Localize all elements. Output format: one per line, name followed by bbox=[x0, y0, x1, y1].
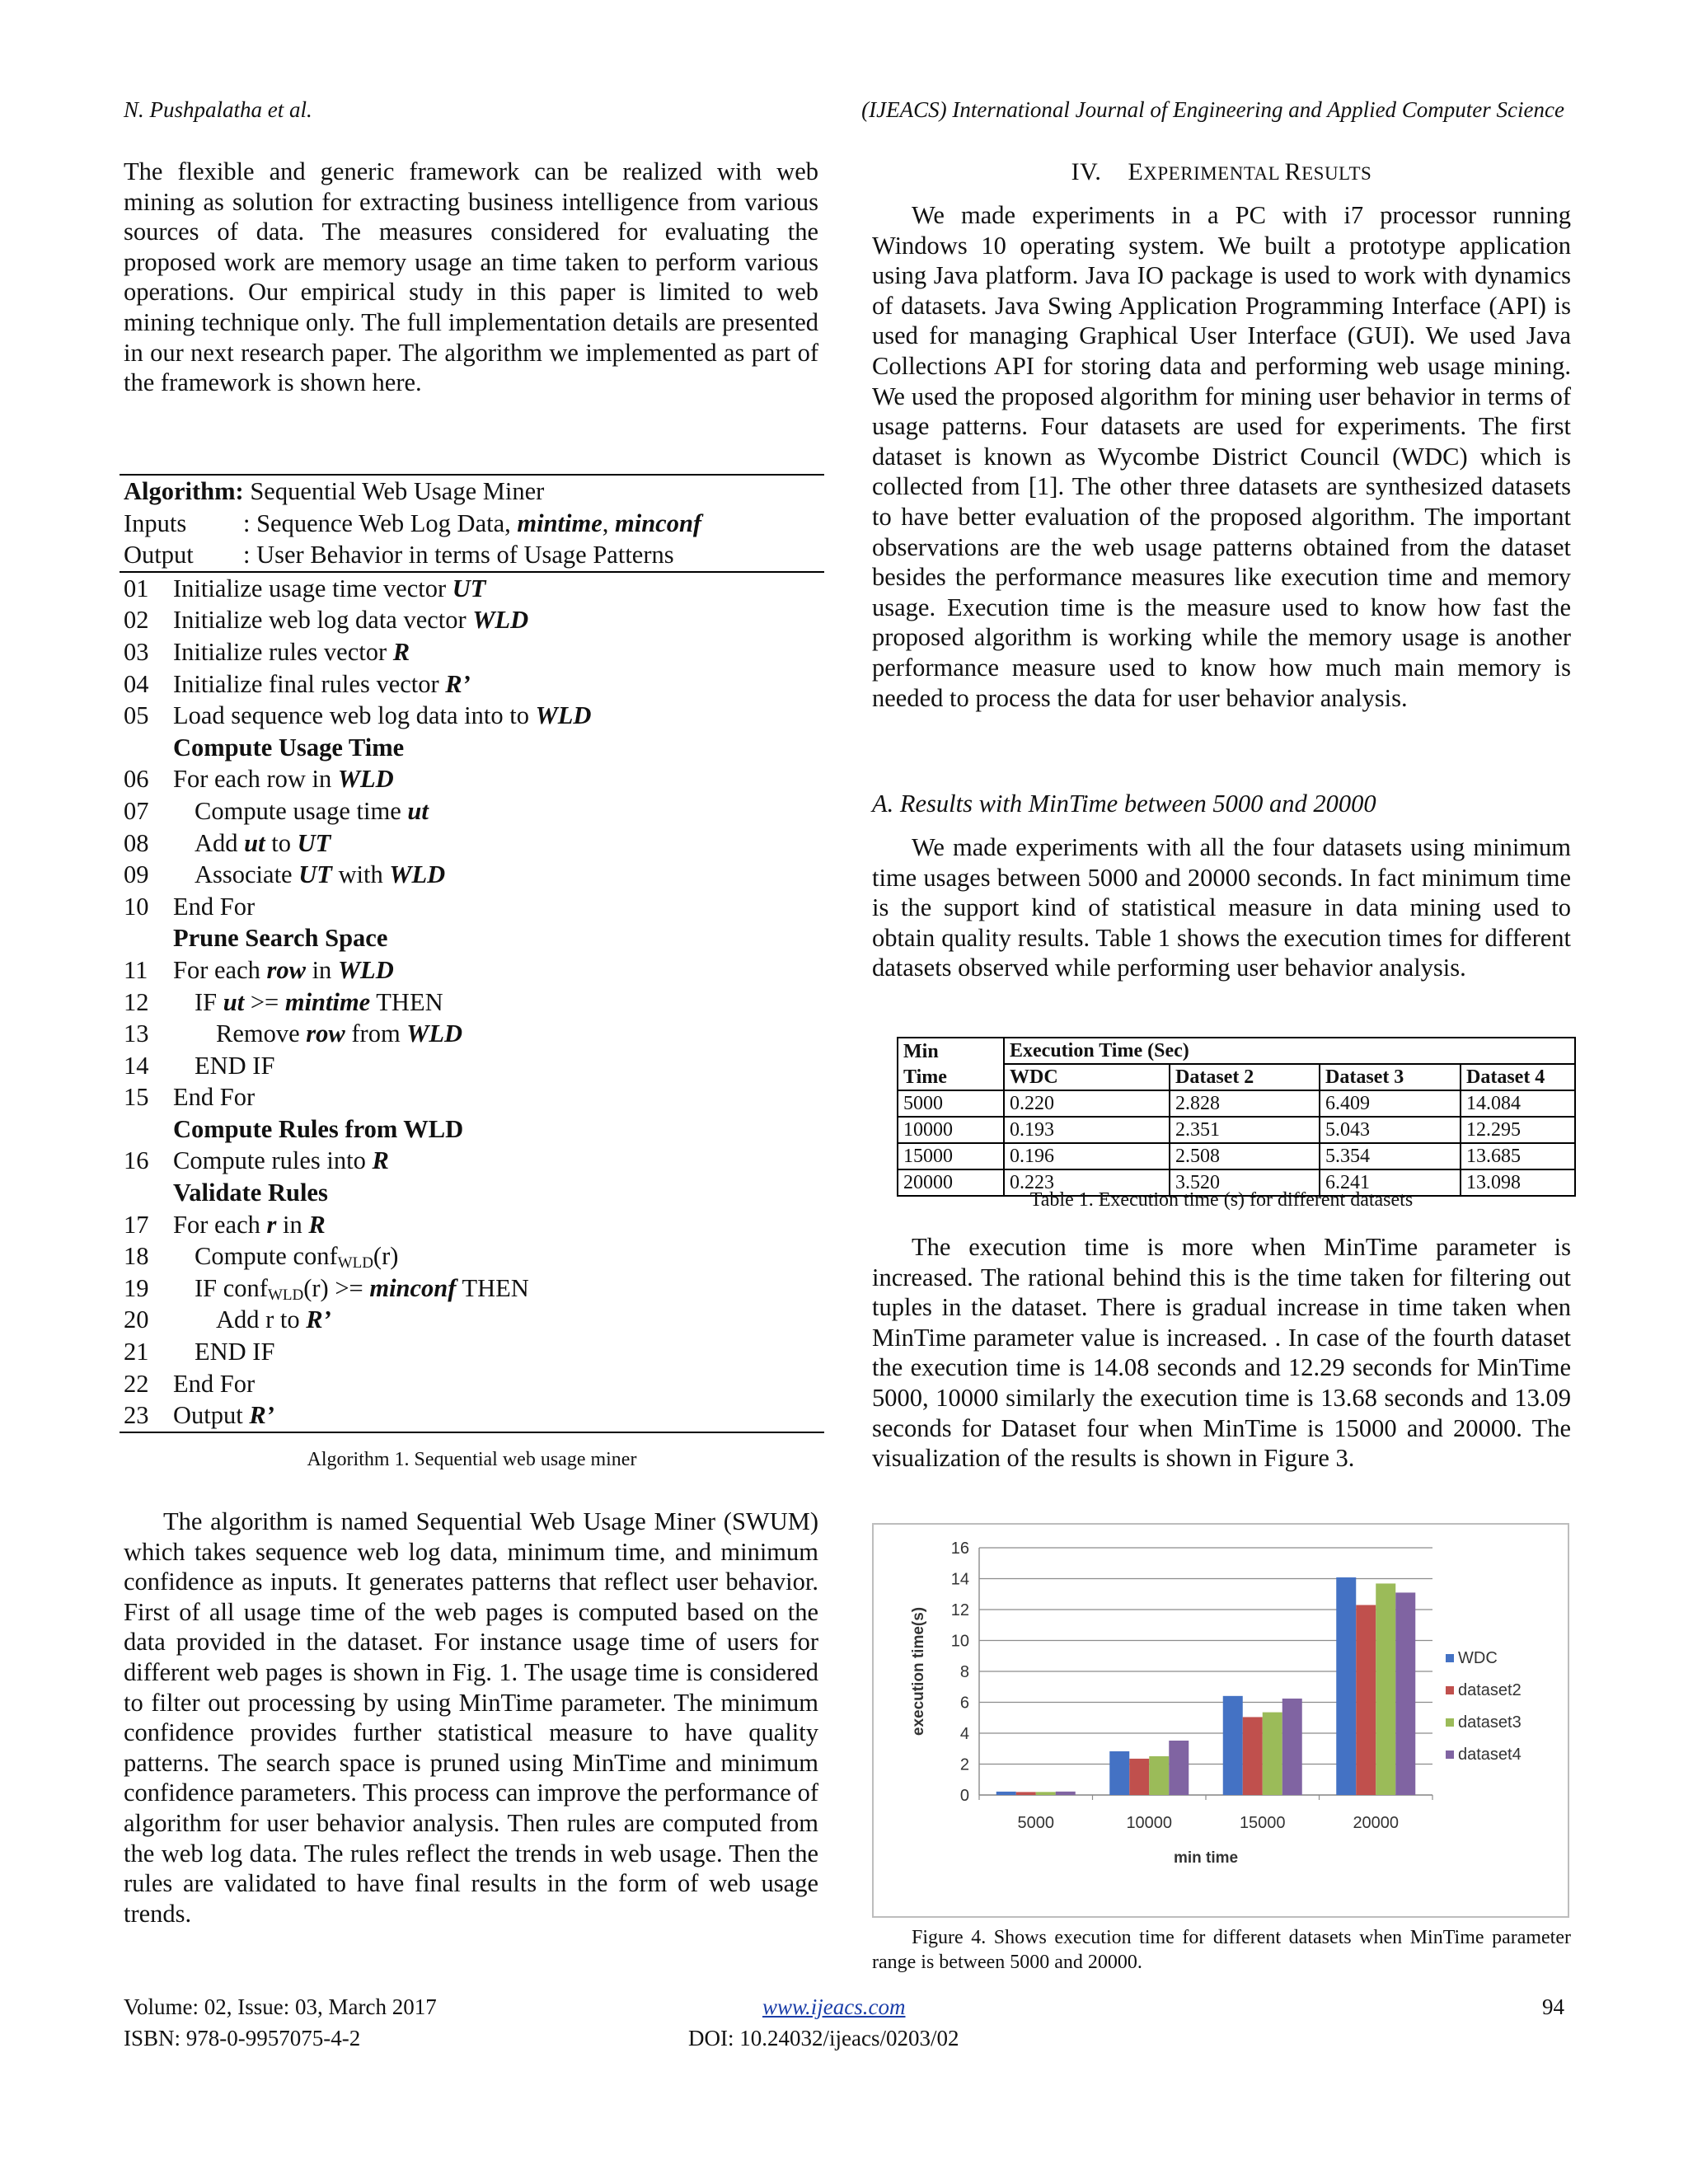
y-tick-label: 14 bbox=[950, 1570, 969, 1589]
line-fragment-bi: UT bbox=[452, 574, 486, 602]
line-fragment-bi: row bbox=[306, 1019, 345, 1048]
experiments-paragraph: We made experiments in a PC with i7 processor running Windows 10 operating system. We built a prototype application using Java platform. Java IO package is used to work with dynamics of datasets. Java Swing Application Programming Interface (API) is used for managing Graphical User Interface (GUI). We used Java Collections API for storing data and performing web usage mining. We used the proposed algorithm for mining user behavior in terms of usage patterns. Four datasets are used for experiments. The first dataset is known as Wycombe District Council (WDC) which is collected from [1]. The other three datasets are synthesized datasets to have better evaluation of the proposed algorithm. The important observations are the web usage patterns obtained from the dataset besides the performance measures like execution time and memory usage. Execution time is the measure used to know how fast the proposed algorithm is working while the memory usage is another performance measure used to know how much main memory is needed to process the data for user behavior analysis. bbox=[872, 201, 1571, 712]
line-text bbox=[173, 859, 824, 891]
line-text bbox=[173, 1272, 824, 1305]
legend-label-dataset4: dataset4 bbox=[1458, 1746, 1522, 1764]
line-number: 16 bbox=[124, 1146, 149, 1175]
algorithm-line bbox=[120, 987, 824, 1019]
table-header-row bbox=[898, 1064, 1575, 1090]
bar-dataset4-10000 bbox=[1169, 1741, 1189, 1795]
bar-dataset4-15000 bbox=[1282, 1699, 1302, 1795]
table-cell: 0.223 bbox=[1004, 1169, 1170, 1196]
footer-isbn: ISBN: 978-0-9957075-4-2 bbox=[124, 2026, 361, 2050]
legend-swatch-dataset3 bbox=[1446, 1718, 1454, 1727]
line-number: 20 bbox=[124, 1305, 149, 1334]
algorithm-line bbox=[120, 954, 824, 987]
line-text bbox=[173, 1336, 824, 1368]
line-fragment-pre: Add bbox=[195, 828, 245, 857]
algorithm-line bbox=[120, 1336, 824, 1368]
bar-wdc-20000 bbox=[1336, 1577, 1356, 1795]
footer-volume: Volume: 02, Issue: 03, March 2017 bbox=[124, 1994, 437, 2019]
algorithm-caption: Algorithm 1. Sequential web usage miner bbox=[307, 1449, 637, 1470]
algorithm-line bbox=[120, 636, 824, 668]
bar-wdc-10000 bbox=[1109, 1751, 1129, 1795]
table-header-time: Time bbox=[898, 1064, 1004, 1090]
algorithm-line bbox=[120, 827, 824, 860]
line-text bbox=[173, 636, 824, 668]
table-cell: 2.351 bbox=[1170, 1117, 1320, 1143]
algorithm-heading-text: Prune Search Space bbox=[173, 924, 388, 953]
algorithm-output bbox=[120, 539, 824, 571]
table-caption: Table 1. Execution time (s) for different datasets bbox=[1029, 1189, 1414, 1211]
table-cell: 2.828 bbox=[1170, 1090, 1320, 1117]
algorithm-line bbox=[120, 1368, 824, 1400]
line-number: 12 bbox=[124, 987, 149, 1016]
algorithm-line bbox=[120, 1081, 824, 1113]
line-fragment-bi: WLD bbox=[337, 765, 394, 794]
line-fragment-post2: THEN bbox=[456, 1273, 529, 1302]
table-column-header: Dataset 2 bbox=[1170, 1064, 1320, 1090]
table-row bbox=[898, 1090, 1575, 1117]
table-cell: 14.084 bbox=[1461, 1090, 1575, 1117]
line-text bbox=[173, 1304, 824, 1336]
table-cell: 6.409 bbox=[1320, 1090, 1461, 1117]
line-text bbox=[173, 1240, 824, 1272]
bar-dataset2-20000 bbox=[1356, 1605, 1376, 1795]
line-number: 04 bbox=[124, 669, 149, 698]
line-fragment-pre: Remove bbox=[216, 1019, 307, 1048]
intro-paragraph: The flexible and generic framework can be realized with web mining as solution for extracting business intelligence from various sources of data. The measures considered for evaluating the proposed work are memory usage an time taken to perform various operations. Our empirical study in this paper is limited to web mining technique only. The full implementation details are presented in our next research paper. The algorithm we implemented as part of the framework is shown here. bbox=[124, 157, 818, 397]
y-tick-label: 6 bbox=[959, 1694, 969, 1713]
line-number: 07 bbox=[124, 796, 149, 825]
line-number: 03 bbox=[124, 637, 149, 666]
table-cell: 0.196 bbox=[1004, 1143, 1170, 1169]
table-header-group: Execution Time (Sec) bbox=[1004, 1038, 1575, 1064]
bar-dataset2-10000 bbox=[1129, 1759, 1149, 1795]
algorithm-heading-text: Compute Rules from WLD bbox=[173, 1114, 464, 1143]
line-text bbox=[173, 1368, 824, 1400]
footer-website-link[interactable]: www.ijeacs.com bbox=[762, 1994, 906, 2019]
line-fragment-bi2: WLD bbox=[337, 955, 394, 984]
table-cell-min: 10000 bbox=[898, 1117, 1004, 1143]
mintime-paragraph: We made experiments with all the four datasets using minimum time usages between 5000 and 20000 seconds. In fact minimum time is the support kind of statistical measure in data mining used to obtain quality results. Table 1 shows the execution times for different datasets observed while performing user behavior analysis. bbox=[872, 833, 1571, 982]
line-text bbox=[173, 1209, 824, 1241]
line-number-blank bbox=[124, 1177, 173, 1209]
line-fragment-pre: Initialize web log data vector bbox=[173, 606, 473, 635]
algorithm-heading bbox=[120, 1113, 824, 1146]
section-title-e: E bbox=[1128, 158, 1144, 185]
table-row bbox=[898, 1117, 1575, 1143]
algorithm-inputs bbox=[120, 508, 824, 540]
algorithm-heading bbox=[120, 922, 824, 954]
bar-dataset2-15000 bbox=[1243, 1717, 1263, 1795]
line-fragment-bi2: WLD bbox=[406, 1019, 463, 1048]
bar-wdc-5000 bbox=[996, 1792, 1016, 1795]
table-cell: 0.193 bbox=[1004, 1117, 1170, 1143]
line-text bbox=[173, 987, 824, 1019]
inputs-label: Inputs bbox=[124, 509, 187, 537]
algorithm-title-value: Sequential Web Usage Miner bbox=[250, 477, 545, 505]
table-cell: 12.295 bbox=[1461, 1117, 1575, 1143]
line-fragment-bi: r bbox=[266, 1210, 277, 1239]
line-text bbox=[173, 700, 824, 732]
bar-dataset2-5000 bbox=[1016, 1792, 1036, 1795]
line-fragment-pre: Initialize rules vector bbox=[173, 637, 393, 666]
line-fragment-sub: WLD bbox=[267, 1286, 304, 1304]
line-fragment-mid: in bbox=[305, 955, 338, 984]
line-number-blank bbox=[124, 922, 173, 954]
line-fragment-pre: For each bbox=[173, 1210, 267, 1239]
table-column-header: WDC bbox=[1004, 1064, 1170, 1090]
line-text bbox=[173, 891, 824, 923]
y-tick-label: 10 bbox=[950, 1632, 969, 1651]
section-title-esults: ESULTS bbox=[1301, 163, 1372, 184]
section-title-r: R bbox=[1284, 158, 1302, 185]
line-text bbox=[173, 668, 824, 701]
line-text bbox=[173, 1081, 824, 1113]
table-row bbox=[898, 1143, 1575, 1169]
table-column-header: Dataset 3 bbox=[1320, 1064, 1461, 1090]
legend-label-dataset2: dataset2 bbox=[1458, 1681, 1522, 1699]
line-fragment-bi2: minconf bbox=[369, 1273, 457, 1302]
table-cell: 6.241 bbox=[1320, 1169, 1461, 1196]
line-number: 17 bbox=[124, 1210, 149, 1239]
figure-caption: Figure 4. Shows execution time for different datasets when MinTime parameter range is between 5000 and 20000. bbox=[872, 1927, 1571, 1973]
y-axis-title: execution time(s) bbox=[910, 1606, 927, 1736]
line-fragment-bi: WLD bbox=[535, 701, 592, 730]
line-fragment-bi2: UT bbox=[297, 828, 331, 857]
bar-dataset3-15000 bbox=[1263, 1713, 1282, 1795]
line-fragment-pre: Load sequence web log data into to bbox=[173, 701, 536, 730]
line-fragment-mid: in bbox=[276, 1210, 309, 1239]
line-fragment-bi2: WLD bbox=[389, 860, 446, 889]
line-fragment-pre: Initialize usage time vector bbox=[173, 574, 452, 602]
line-fragment-bi: row bbox=[266, 955, 306, 984]
line-number: 11 bbox=[124, 955, 148, 984]
algorithm-line bbox=[120, 573, 824, 605]
line-fragment-mid: from bbox=[345, 1019, 407, 1048]
page-number: 94 bbox=[1542, 1994, 1564, 2019]
legend-label-wdc: WDC bbox=[1458, 1649, 1498, 1667]
line-fragment-pre: End For bbox=[173, 892, 256, 921]
x-axis-title: min time bbox=[1173, 1849, 1239, 1867]
chart-svg bbox=[874, 1525, 1568, 1916]
line-number: 13 bbox=[124, 1019, 149, 1048]
table-column-header: Dataset 4 bbox=[1461, 1064, 1575, 1090]
algorithm-title bbox=[120, 476, 824, 508]
line-number: 15 bbox=[124, 1083, 149, 1112]
line-number: 09 bbox=[124, 860, 149, 889]
inputs-sep: , bbox=[602, 509, 615, 537]
line-fragment-pre: Initialize final rules vector bbox=[173, 669, 446, 698]
line-fragment-pre: For each row in bbox=[173, 765, 338, 794]
table-header-row bbox=[898, 1038, 1575, 1064]
line-text bbox=[173, 1145, 824, 1177]
line-fragment-post: (r) >= bbox=[303, 1273, 370, 1302]
algorithm-heading-text: Compute Usage Time bbox=[173, 733, 405, 762]
line-number: 10 bbox=[124, 892, 149, 921]
line-text bbox=[173, 1018, 824, 1050]
section-title-xperimental: XPERIMENTAL bbox=[1143, 163, 1285, 184]
inputs-text: : Sequence Web Log Data, bbox=[243, 509, 518, 537]
line-text bbox=[173, 954, 824, 987]
line-fragment-pre: Add r to bbox=[216, 1305, 307, 1334]
table-cell: 0.220 bbox=[1004, 1090, 1170, 1117]
table-cell: 5.043 bbox=[1320, 1117, 1461, 1143]
algorithm-line bbox=[120, 891, 824, 923]
line-fragment-mid: with bbox=[331, 860, 390, 889]
line-text bbox=[173, 1050, 824, 1082]
line-fragment-pre: End For bbox=[173, 1369, 256, 1398]
running-header-journal: (IJEACS) International Journal of Engineering and Applied Computer Science bbox=[861, 97, 1564, 122]
inputs-param-minconf: minconf bbox=[615, 509, 702, 537]
bar-wdc-15000 bbox=[1223, 1696, 1243, 1795]
algorithm-line bbox=[120, 1209, 824, 1241]
line-number: 05 bbox=[124, 701, 149, 730]
y-tick-label: 4 bbox=[959, 1725, 969, 1743]
algorithm-line bbox=[120, 1399, 824, 1432]
analysis-paragraph: The execution time is more when MinTime parameter is increased. The rational behind this is the time taken for filtering out tuples in the dataset. There is gradual increase in time taken when MinTime parameter value is increased. . In case of the fourth dataset the execution time is 14.08 seconds and 12.29 seconds for MinTime 5000, 10000 similarly the execution time is 13.68 seconds and 13.09 seconds for Dataset four when MinTime is 15000 and 20000. The visualization of the results is shown in Figure 3. bbox=[872, 1233, 1571, 1473]
line-text bbox=[173, 573, 824, 605]
line-fragment-pre: Compute conf bbox=[195, 1242, 338, 1271]
line-fragment-bi: R’ bbox=[445, 669, 471, 698]
line-number: 19 bbox=[124, 1273, 149, 1302]
bar-dataset4-5000 bbox=[1056, 1792, 1076, 1795]
line-fragment-bi: WLD bbox=[472, 606, 529, 635]
legend-swatch-dataset4 bbox=[1446, 1750, 1454, 1759]
algorithm-heading bbox=[120, 732, 824, 764]
y-tick-label: 16 bbox=[950, 1540, 969, 1558]
line-fragment-pre: Output bbox=[173, 1401, 250, 1430]
line-fragment-mid: to bbox=[265, 828, 298, 857]
x-tick-label: 15000 bbox=[1239, 1814, 1286, 1832]
line-number-blank bbox=[124, 1113, 173, 1146]
x-tick-label: 5000 bbox=[1017, 1814, 1054, 1832]
y-tick-label: 8 bbox=[959, 1663, 969, 1681]
algorithm-line bbox=[120, 1050, 824, 1082]
y-tick-label: 0 bbox=[959, 1787, 969, 1805]
line-fragment-mid: >= bbox=[244, 987, 285, 1016]
legend-swatch-wdc bbox=[1446, 1654, 1454, 1662]
output-label: Output bbox=[124, 541, 194, 569]
line-number-blank bbox=[124, 732, 173, 764]
line-fragment-bi2: R bbox=[308, 1210, 326, 1239]
line-fragment-sub: WLD bbox=[337, 1254, 373, 1272]
section-title bbox=[872, 158, 1571, 186]
x-tick-label: 20000 bbox=[1353, 1814, 1400, 1832]
table-cell: 13.685 bbox=[1461, 1143, 1575, 1169]
legend-swatch-dataset2 bbox=[1446, 1686, 1454, 1694]
footer-doi: DOI: 10.24032/ijeacs/0203/02 bbox=[688, 2026, 959, 2050]
swum-paragraph: The algorithm is named Sequential Web Usage Miner (SWUM) which takes sequence web log data, minimum time, and minimum confidence as inputs. It generates patterns that reflect user behavior. First of all usage time of the web pages is computed based on the data provided in the dataset. For instance usage time of users for different web pages is shown in Fig. 1. The usage time is considered to filter out processing by using MinTime parameter. The minimum confidence provides further statistical measure to have quality patterns. The search space is pruned using MinTime and minimum confidence parameters. This process can improve the performance of algorithm for user behavior analysis. Then rules are computed from the web log data. The rules reflect the trends in web usage. Then the rules are validated to have final results in the form of web usage trends. bbox=[124, 1507, 818, 1928]
bar-dataset4-20000 bbox=[1395, 1592, 1415, 1795]
algorithm-line bbox=[120, 763, 824, 795]
algorithm-line bbox=[120, 668, 824, 701]
algorithm-line bbox=[120, 604, 824, 636]
line-number: 23 bbox=[124, 1401, 149, 1430]
line-fragment-bi: R’ bbox=[306, 1305, 331, 1334]
table-header-min: Min bbox=[898, 1038, 1004, 1064]
table-cell-min: 5000 bbox=[898, 1090, 1004, 1117]
line-fragment-bi2: mintime bbox=[284, 987, 371, 1016]
line-fragment-pre: End For bbox=[173, 1083, 256, 1112]
line-fragment-pre: Associate bbox=[195, 860, 299, 889]
line-fragment-bi: R bbox=[392, 637, 410, 666]
line-fragment-post: (r) bbox=[373, 1242, 399, 1271]
line-number: 02 bbox=[124, 606, 149, 635]
bar-dataset3-10000 bbox=[1149, 1756, 1169, 1795]
y-tick-label: 2 bbox=[959, 1755, 969, 1774]
line-number: 06 bbox=[124, 765, 149, 794]
line-fragment-bi: R bbox=[372, 1146, 389, 1175]
table-cell: 13.098 bbox=[1461, 1169, 1575, 1196]
algorithm-heading bbox=[120, 1177, 824, 1209]
algorithm-line bbox=[120, 1018, 824, 1050]
x-tick-label: 10000 bbox=[1126, 1814, 1173, 1832]
section-number: IV. bbox=[1071, 158, 1102, 185]
line-text bbox=[173, 763, 824, 795]
algorithm-box bbox=[120, 474, 824, 1433]
line-text bbox=[173, 604, 824, 636]
table-cell: 2.508 bbox=[1170, 1143, 1320, 1169]
line-fragment-bi: ut bbox=[223, 987, 245, 1016]
subsection-title: A. Results with MinTime between 5000 and 20000 bbox=[872, 790, 1376, 818]
algorithm-line bbox=[120, 859, 824, 891]
line-fragment-bi: ut bbox=[407, 796, 429, 825]
algorithm-heading-text: Validate Rules bbox=[173, 1179, 328, 1207]
bar-dataset3-20000 bbox=[1376, 1583, 1395, 1795]
line-fragment-pre: Compute usage time bbox=[195, 796, 408, 825]
line-fragment-pre: Compute rules into bbox=[173, 1146, 373, 1175]
execution-time-chart bbox=[872, 1523, 1569, 1918]
bar-dataset3-5000 bbox=[1036, 1792, 1056, 1795]
line-fragment-pre: END IF bbox=[195, 1338, 275, 1366]
line-fragment-pre: END IF bbox=[195, 1051, 275, 1080]
line-fragment-bi: R’ bbox=[249, 1401, 274, 1430]
line-fragment-post: THEN bbox=[370, 987, 443, 1016]
output-text: : User Behavior in terms of Usage Patterns bbox=[243, 541, 674, 569]
line-number: 08 bbox=[124, 828, 149, 857]
execution-time-table bbox=[897, 1037, 1576, 1197]
line-fragment-pre: For each bbox=[173, 955, 267, 984]
line-number: 01 bbox=[124, 574, 149, 602]
legend-label-dataset3: dataset3 bbox=[1458, 1713, 1522, 1732]
algorithm-line bbox=[120, 1304, 824, 1336]
table-cell: 3.520 bbox=[1170, 1169, 1320, 1196]
table-cell-min: 20000 bbox=[898, 1169, 1004, 1196]
table-cell-min: 15000 bbox=[898, 1143, 1004, 1169]
line-text bbox=[173, 1399, 824, 1432]
algorithm-line bbox=[120, 1145, 824, 1177]
algorithm-line bbox=[120, 1272, 824, 1305]
table-cell: 5.354 bbox=[1320, 1143, 1461, 1169]
y-tick-label: 12 bbox=[950, 1601, 969, 1619]
running-header-authors: N. Pushpalatha et al. bbox=[124, 97, 312, 122]
line-fragment-bi: ut bbox=[244, 828, 265, 857]
line-text bbox=[173, 795, 824, 827]
algorithm-lines bbox=[120, 573, 824, 1432]
line-fragment-bi: UT bbox=[298, 860, 332, 889]
line-text bbox=[173, 827, 824, 860]
line-number: 18 bbox=[124, 1242, 149, 1271]
line-fragment-pre: IF bbox=[195, 987, 223, 1016]
algorithm-line bbox=[120, 700, 824, 732]
line-fragment-pre: IF conf bbox=[195, 1273, 268, 1302]
algorithm-line bbox=[120, 1240, 824, 1272]
line-number: 22 bbox=[124, 1369, 149, 1398]
line-number: 21 bbox=[124, 1338, 149, 1366]
line-number: 14 bbox=[124, 1051, 149, 1080]
algorithm-line bbox=[120, 795, 824, 827]
algorithm-title-label: Algorithm: bbox=[124, 477, 244, 505]
inputs-param-mintime: mintime bbox=[517, 509, 603, 537]
